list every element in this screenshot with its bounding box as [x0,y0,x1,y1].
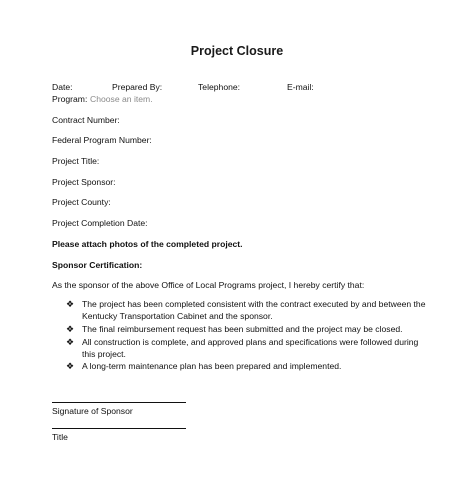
project-title-label: Project Title: [52,156,100,166]
title-label: Title [52,432,68,442]
certification-item: The project has been completed consistent with the contract executed by and between the Kentucky Transportation Cabinet and the sponsor. [82,299,426,321]
title-line [52,428,186,429]
certification-item: All construction is complete, and approved plans and specifications were followed during this project. [82,337,419,359]
diamond-bullet-icon: ❖ [66,299,75,309]
diamond-bullet-icon: ❖ [66,337,75,347]
certification-item: The final reimbursement request has been submitted and the project may be closed. [82,324,403,334]
certification-intro: As the sponsor of the above Office of Local Programs project, I hereby certify that: [52,280,365,290]
signature-label: Signature of Sponsor [52,406,133,416]
program-dropdown[interactable]: Choose an item. [90,94,153,104]
certification-item: A long-term maintenance plan has been prepared and implemented. [82,361,342,371]
attach-photos-note: Please attach photos of the completed project. [52,239,243,249]
date-label: Date: [52,82,73,92]
project-county-label: Project County: [52,197,111,207]
contract-number-label: Contract Number: [52,115,120,125]
project-sponsor-label: Project Sponsor: [52,177,116,187]
diamond-bullet-icon: ❖ [66,324,75,334]
prepared-by-label: Prepared By: [112,82,163,92]
program-label: Program: [52,94,88,104]
diamond-bullet-icon: ❖ [66,361,75,371]
project-completion-date-label: Project Completion Date: [52,218,148,228]
signature-line [52,402,186,403]
federal-program-number-label: Federal Program Number: [52,135,152,145]
document-title: Project Closure [190,44,284,58]
telephone-label: Telephone: [198,82,241,92]
certification-heading: Sponsor Certification: [52,260,143,270]
email-label: E-mail: [287,82,314,92]
